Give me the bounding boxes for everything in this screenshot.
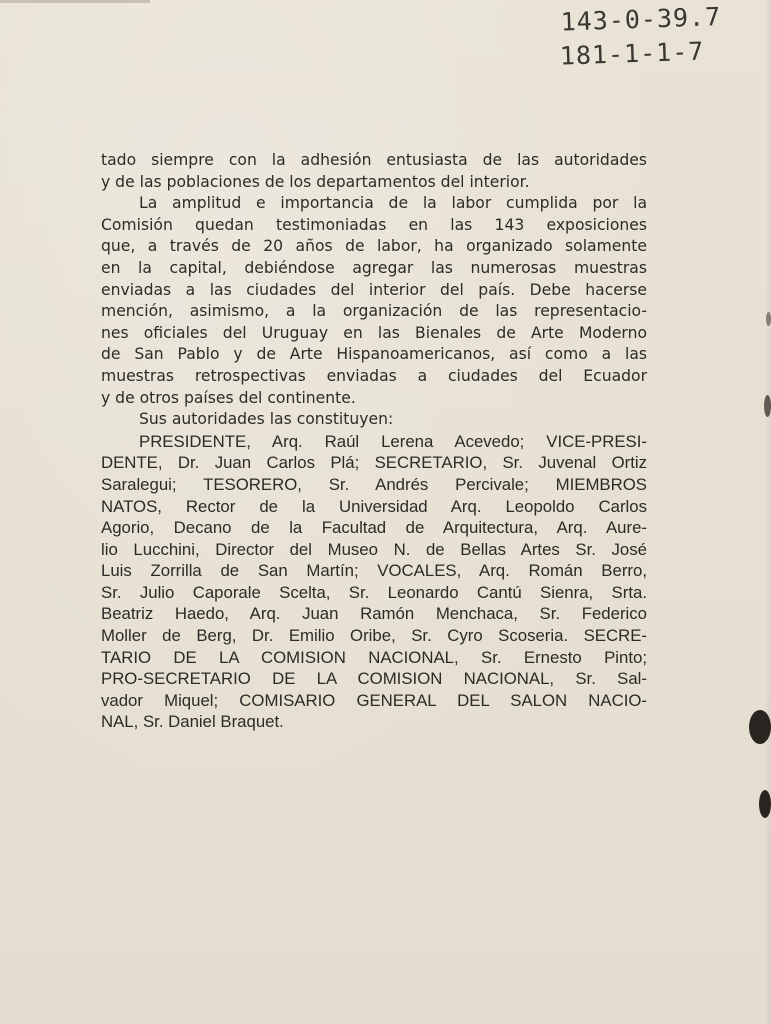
binding-hole-mark: [764, 395, 771, 417]
text-line: Luis Zorrilla de San Martín; VOCALES, Arq. Román Berro,: [101, 561, 647, 581]
text-line: enviadas a las ciudades del interior del país. Debe hacerse: [101, 280, 647, 299]
binding-hole-mark: [766, 312, 771, 326]
text-line: Agorio, Decano de la Facultad de Arquitectura, Arq. Aure-: [101, 518, 647, 538]
text-line: muestras retrospectivas enviadas a ciudades del Ecuador: [101, 366, 647, 385]
text-line: y de las poblaciones de los departamentos del interior.: [101, 172, 530, 191]
text-line: Moller de Berg, Dr. Emilio Oribe, Sr. Cyro Scoseria. SECRE-: [101, 626, 647, 646]
binding-hole-mark: [749, 710, 771, 744]
text-line: y de otros países del continente.: [101, 388, 356, 407]
text-line: La amplitud e importancia de la labor cumplida por la: [139, 194, 647, 213]
text-line: Saralegui; TESORERO, Sr. Andrés Percivale; MIEMBROS: [101, 474, 647, 494]
text-line: PRO-SECRETARIO DE LA COMISION NACIONAL, Sr. Sal-: [101, 669, 647, 689]
text-line: lio Lucchini, Director del Museo N. de Bellas Artes Sr. José: [101, 539, 647, 559]
text-line: NATOS, Rector de la Universidad Arq. Leopoldo Carlos: [101, 496, 647, 516]
catalog-line-1: 143-0-39.7: [560, 1, 723, 37]
body-text: [101, 150, 647, 733]
handwritten-catalog-number: [561, 0, 724, 74]
text-line: NAL, Sr. Daniel Braquet.: [101, 712, 284, 732]
page-top-edge: [0, 0, 150, 3]
text-line: que, a través de 20 años de labor, ha organizado solamente: [101, 237, 647, 256]
catalog-line-2: 181-1-1-7: [559, 36, 706, 71]
text-line: DENTE, Dr. Juan Carlos Plá; SECRETARIO, Sr. Juvenal Ortiz: [101, 453, 647, 473]
text-line: Sr. Julio Caporale Scelta, Sr. Leonardo Cantú Sienra, Srta.: [101, 582, 647, 602]
text-line: vador Miquel; COMISARIO GENERAL DEL SALON NACIO-: [101, 690, 647, 710]
text-line: PRESIDENTE, Arq. Raúl Lerena Acevedo; VICE-PRESI-: [139, 431, 647, 451]
text-line: tado siempre con la adhesión entusiasta de las autoridades: [101, 151, 647, 169]
text-line: Sus autoridades las constituyen:: [139, 410, 394, 429]
page-right-edge: [765, 0, 771, 1024]
text-line: Comisión quedan testimoniadas en las 143 exposiciones: [101, 215, 647, 234]
text-line: nes oficiales del Uruguay en las Bienales de Arte Moderno: [101, 323, 647, 342]
text-line: de San Pablo y de Arte Hispanoamericanos, así como a las: [101, 345, 647, 364]
text-line: TARIO DE LA COMISION NACIONAL, Sr. Ernesto Pinto;: [101, 647, 647, 667]
text-line: en la capital, debiéndose agregar las numerosas muestras: [101, 258, 647, 277]
text-line: Beatriz Haedo, Arq. Juan Ramón Menchaca, Sr. Federico: [101, 604, 647, 624]
binding-hole-mark: [759, 790, 771, 818]
text-line: mención, asimismo, a la organización de las representacio-: [101, 302, 647, 321]
